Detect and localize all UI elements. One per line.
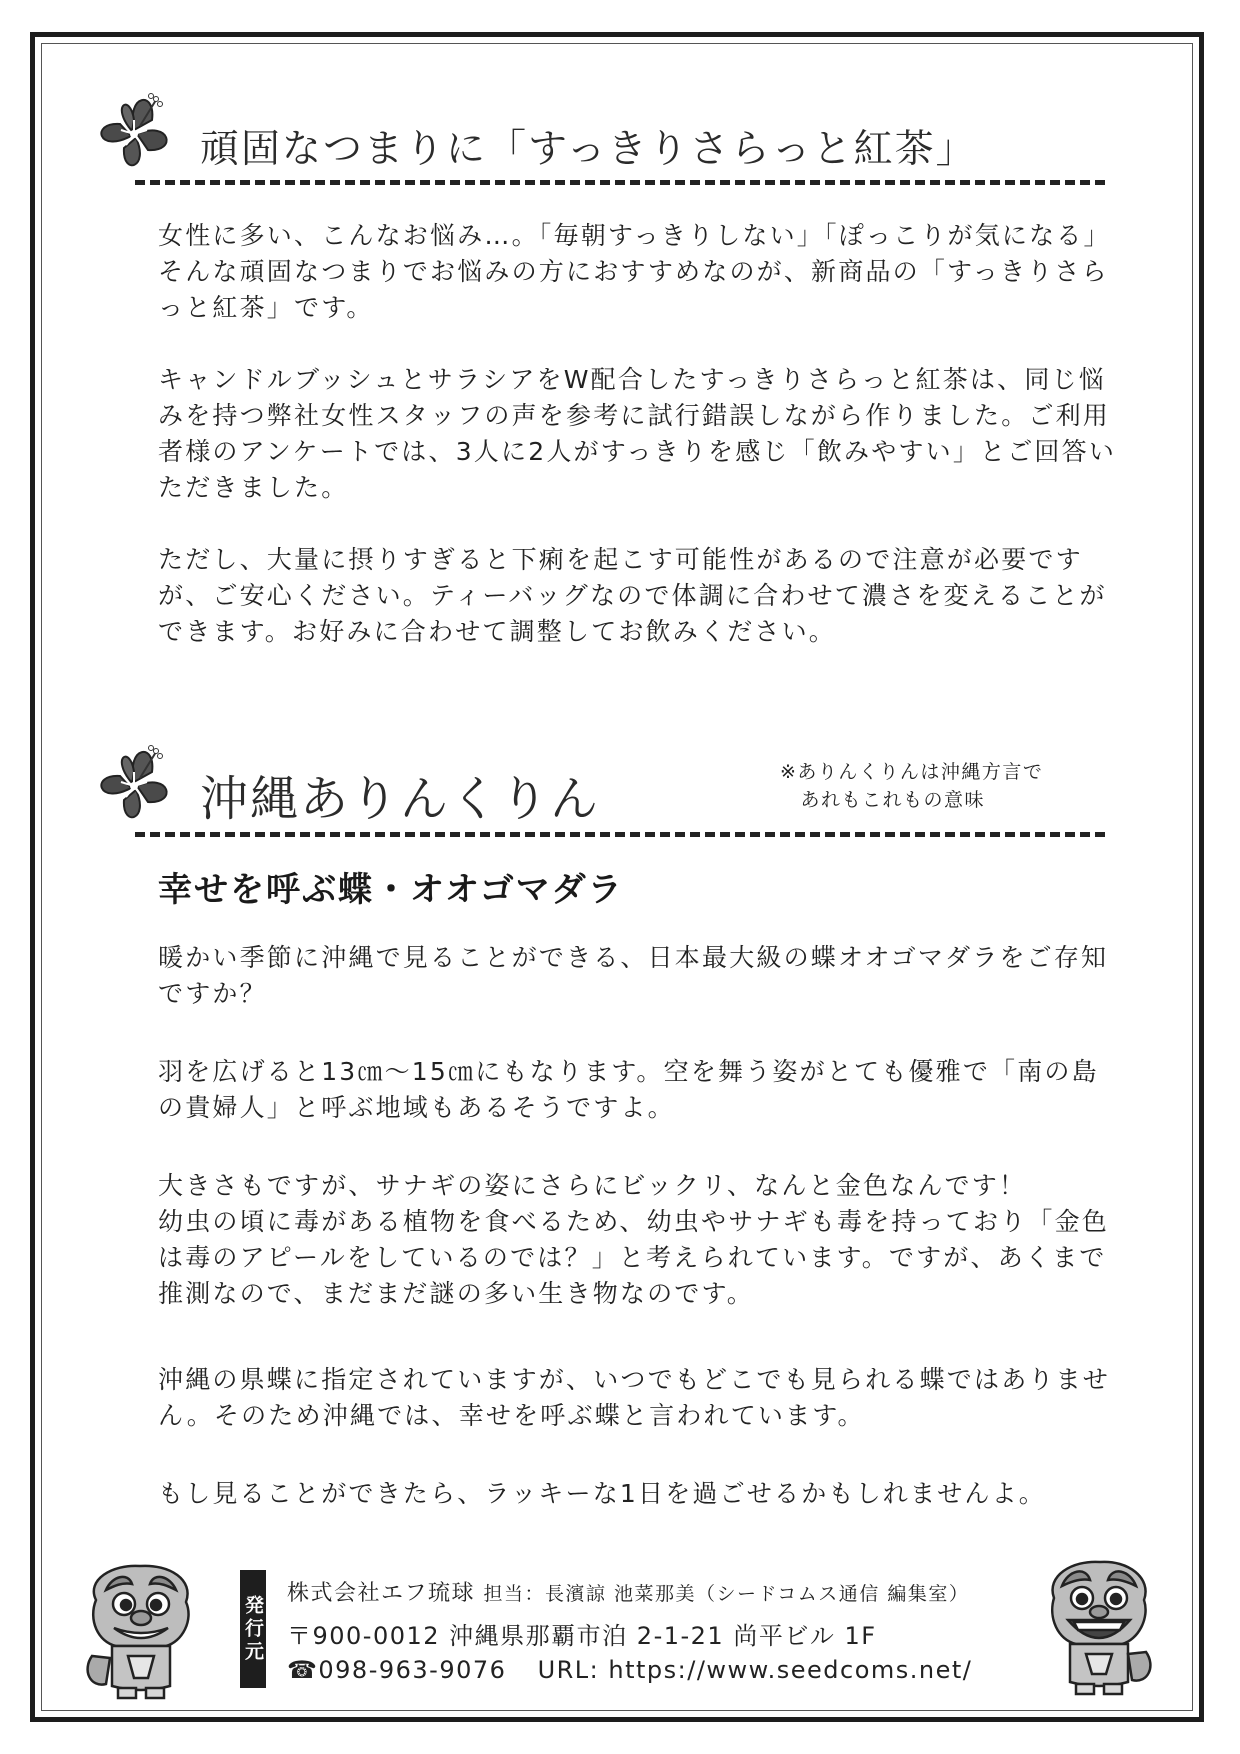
publisher-contact-line (287, 1656, 972, 1684)
publisher-company-line (287, 1576, 969, 1607)
section2-paragraph-2: 羽を広げると13㎝～15㎝にもなります。空を舞う姿がとても優雅で「南の島の貴婦人」と呼ぶ地域もあるそうですよ。 (158, 1057, 1099, 1122)
publisher-badge: 発行元 (240, 1570, 266, 1688)
publisher-address: 〒900-0012 沖縄県那覇市泊 2-1-21 尚平ビル 1F (287, 1622, 877, 1650)
section1-title: 頑固なつまりに「すっきりさらっと紅茶」 (200, 127, 977, 172)
section1-paragraph-1: 女性に多い、こんなお悩み…。「毎朝すっきりしない」「ぽっこりが気になる」そんな頑固なつまりでお悩みの方におすすめなのが、新商品の「すっきりさらっと紅茶」です。 (158, 221, 1111, 322)
staff-info: 担当：長濱諒 池菜那美（シードコムス通信 編集室） (483, 1583, 970, 1605)
hibiscus-icon (92, 86, 182, 176)
section2-paragraph-3: 大きさもですが、サナギの姿にさらにビックリ、なんと金色なんです！ 幼虫の頃に毒がある植物を食べるため、幼虫やサナギも毒を持っており「金色は毒のアピールをしているのでは？」と考えられています。ですが、あくまで推測なので、まだまだ謎の多い生き物なのです。 (158, 1171, 1110, 1308)
dialect-note: ※ありんくりんは沖縄方言で あれもこれもの意味 (780, 761, 1044, 811)
website-url[interactable]: URL: https://www.seedcoms.net/ (537, 1656, 973, 1684)
section2-paragraph-5: もし見ることができたら、ラッキーな1日を過ごせるかもしれませんよ。 (158, 1479, 1047, 1508)
section1-paragraph-3: ただし、大量に摂りすぎると下痢を起こす可能性があるので注意が必要ですが、ご安心ください。ティーバッグなので体調に合わせて濃さを変えることができます。お好みに合わせて調整してお飲みください。 (158, 545, 1107, 646)
section2-divider (135, 832, 1105, 837)
shisa-right-illustration (1040, 1556, 1158, 1696)
section2-paragraph-4: 沖縄の県蝶に指定されていますが、いつでもどこでも見られる蝶ではありません。そのため沖縄では、幸せを呼ぶ蝶と言われています。 (158, 1365, 1111, 1430)
phone-number: ☎098-963-9076 (287, 1656, 507, 1684)
company-name: 株式会社エフ琉球 (287, 1581, 476, 1606)
shisa-left-illustration (82, 1560, 200, 1700)
section1-paragraph-2: キャンドルブッシュとサラシアをW配合したすっきりさらっと紅茶は、同じ悩みを持つ弊社女性スタッフの声を参考に試行錯誤しながら作りました。ご利用者様のアンケートでは、3人に2人がすっきりを感じ「飲みやすい」とご回答いただきました。 (158, 365, 1117, 502)
section2-subheading: 幸せを呼ぶ蝶・オオゴマダラ (158, 870, 624, 910)
section2-paragraph-1: 暖かい季節に沖縄で見ることができる、日本最大級の蝶オオゴマダラをご存知ですか？ (158, 943, 1109, 1008)
section2-title: 沖縄ありんくりん (200, 771, 601, 827)
section1-divider (135, 180, 1105, 185)
hibiscus-icon (92, 738, 182, 828)
